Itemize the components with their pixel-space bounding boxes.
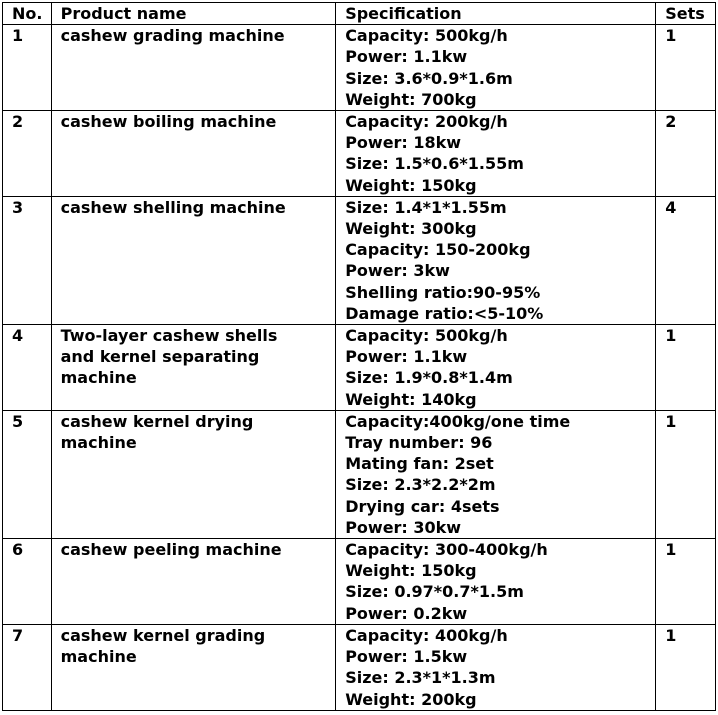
- row-number-text: 4: [12, 326, 24, 346]
- header-sets: Sets: [656, 3, 716, 25]
- specification-cell: [336, 111, 656, 197]
- table-row: [3, 539, 716, 625]
- sets-cell: [656, 196, 716, 324]
- table-body: [3, 25, 716, 711]
- specification-line: Weight: 700kg: [345, 89, 477, 109]
- product-name-line: cashew kernel drying: [60, 411, 254, 431]
- specification-line: Tray number: 96: [345, 433, 493, 453]
- equipment-table: [2, 2, 716, 711]
- product-name-line: cashew kernel grading: [60, 625, 266, 645]
- specification-line: Drying car: 4sets: [345, 496, 500, 516]
- sets-cell: [656, 539, 716, 625]
- row-number: [3, 410, 52, 538]
- product-name-line: machine: [60, 433, 137, 453]
- table-row: [3, 196, 716, 324]
- product-name-cell: [51, 25, 336, 111]
- table-row: [3, 624, 716, 710]
- specification-line: Capacity: 150-200kg: [345, 240, 531, 260]
- product-name-cell: [51, 410, 336, 538]
- specification-line: Weight: 300kg: [345, 219, 477, 239]
- specification-line: Size: 1.5*0.6*1.55m: [345, 154, 524, 174]
- product-name-cell: [51, 325, 336, 411]
- product-name-line: and kernel separating: [60, 347, 260, 367]
- sets-value: 1: [665, 540, 677, 560]
- table-row: [3, 111, 716, 197]
- header-specification: Specification: [336, 3, 656, 25]
- table-header-row: [3, 3, 716, 25]
- row-number-text: 6: [12, 540, 24, 560]
- specification-line: Mating fan: 2set: [345, 454, 494, 474]
- specification-line: Capacity: 200kg/h: [345, 112, 508, 132]
- specification-line: Capacity:400kg/one time: [345, 411, 571, 431]
- header-no: No.: [3, 3, 52, 25]
- product-name-cell: [51, 196, 336, 324]
- product-name-cell: [51, 624, 336, 710]
- sets-cell: [656, 325, 716, 411]
- sets-cell: [656, 410, 716, 538]
- specification-line: Size: 1.9*0.8*1.4m: [345, 368, 513, 388]
- sets-cell: [656, 624, 716, 710]
- row-number-text: 2: [12, 112, 24, 132]
- specification-line: Size: 2.3*1*1.3m: [345, 668, 496, 688]
- specification-cell: [336, 410, 656, 538]
- specification-line: Capacity: 500kg/h: [345, 26, 508, 46]
- specification-cell: [336, 539, 656, 625]
- row-number: [3, 325, 52, 411]
- sets-value: 1: [665, 26, 677, 46]
- row-number: [3, 624, 52, 710]
- row-number-text: 3: [12, 197, 24, 217]
- specification-cell: [336, 196, 656, 324]
- product-name-line: Two-layer cashew shells: [60, 326, 278, 346]
- specification-line: Damage ratio:<5-10%: [345, 303, 544, 323]
- specification-line: Power: 1.5kw: [345, 647, 468, 667]
- specification-line: Capacity: 500kg/h: [345, 326, 508, 346]
- table-row: [3, 25, 716, 111]
- specification-line: Power: 30kw: [345, 517, 462, 537]
- row-number-text: 5: [12, 411, 24, 431]
- specification-line: Size: 1.4*1*1.55m: [345, 197, 507, 217]
- specification-line: Weight: 150kg: [345, 561, 477, 581]
- specification-line: Power: 1.1kw: [345, 47, 468, 67]
- specification-line: Power: 3kw: [345, 261, 450, 281]
- specification-cell: [336, 325, 656, 411]
- specification-line: Capacity: 300-400kg/h: [345, 540, 548, 560]
- sets-value: 1: [665, 625, 677, 645]
- specification-line: Power: 0.2kw: [345, 603, 468, 623]
- specification-line: Power: 1.1kw: [345, 347, 468, 367]
- product-name-line: cashew grading machine: [60, 26, 285, 46]
- specification-line: Size: 3.6*0.9*1.6m: [345, 68, 513, 88]
- sets-value: 1: [665, 411, 677, 431]
- specification-line: Size: 0.97*0.7*1.5m: [345, 582, 524, 602]
- specification-line: Weight: 150kg: [345, 175, 477, 195]
- row-number-text: 1: [12, 26, 24, 46]
- row-number: [3, 539, 52, 625]
- sets-value: 1: [665, 326, 677, 346]
- product-name-line: machine: [60, 368, 137, 388]
- table-row: [3, 410, 716, 538]
- specification-line: Weight: 200kg: [345, 689, 477, 709]
- product-name-line: cashew peeling machine: [60, 540, 282, 560]
- specification-line: Power: 18kw: [345, 133, 462, 153]
- sets-value: 2: [665, 112, 677, 132]
- specification-line: Shelling ratio:90-95%: [345, 282, 541, 302]
- specification-cell: [336, 25, 656, 111]
- specification-line: Capacity: 400kg/h: [345, 625, 508, 645]
- specification-cell: [336, 624, 656, 710]
- row-number: [3, 196, 52, 324]
- row-number-text: 7: [12, 625, 24, 645]
- product-name-cell: [51, 111, 336, 197]
- row-number: [3, 25, 52, 111]
- header-product-name: Product name: [51, 3, 336, 25]
- product-name-cell: [51, 539, 336, 625]
- specification-line: Weight: 140kg: [345, 389, 477, 409]
- product-name-line: cashew shelling machine: [60, 197, 286, 217]
- table-row: [3, 325, 716, 411]
- product-name-line: cashew boiling machine: [60, 112, 277, 132]
- specification-line: Size: 2.3*2.2*2m: [345, 475, 496, 495]
- sets-cell: [656, 25, 716, 111]
- sets-cell: [656, 111, 716, 197]
- row-number: [3, 111, 52, 197]
- sets-value: 4: [665, 197, 677, 217]
- product-name-line: machine: [60, 647, 137, 667]
